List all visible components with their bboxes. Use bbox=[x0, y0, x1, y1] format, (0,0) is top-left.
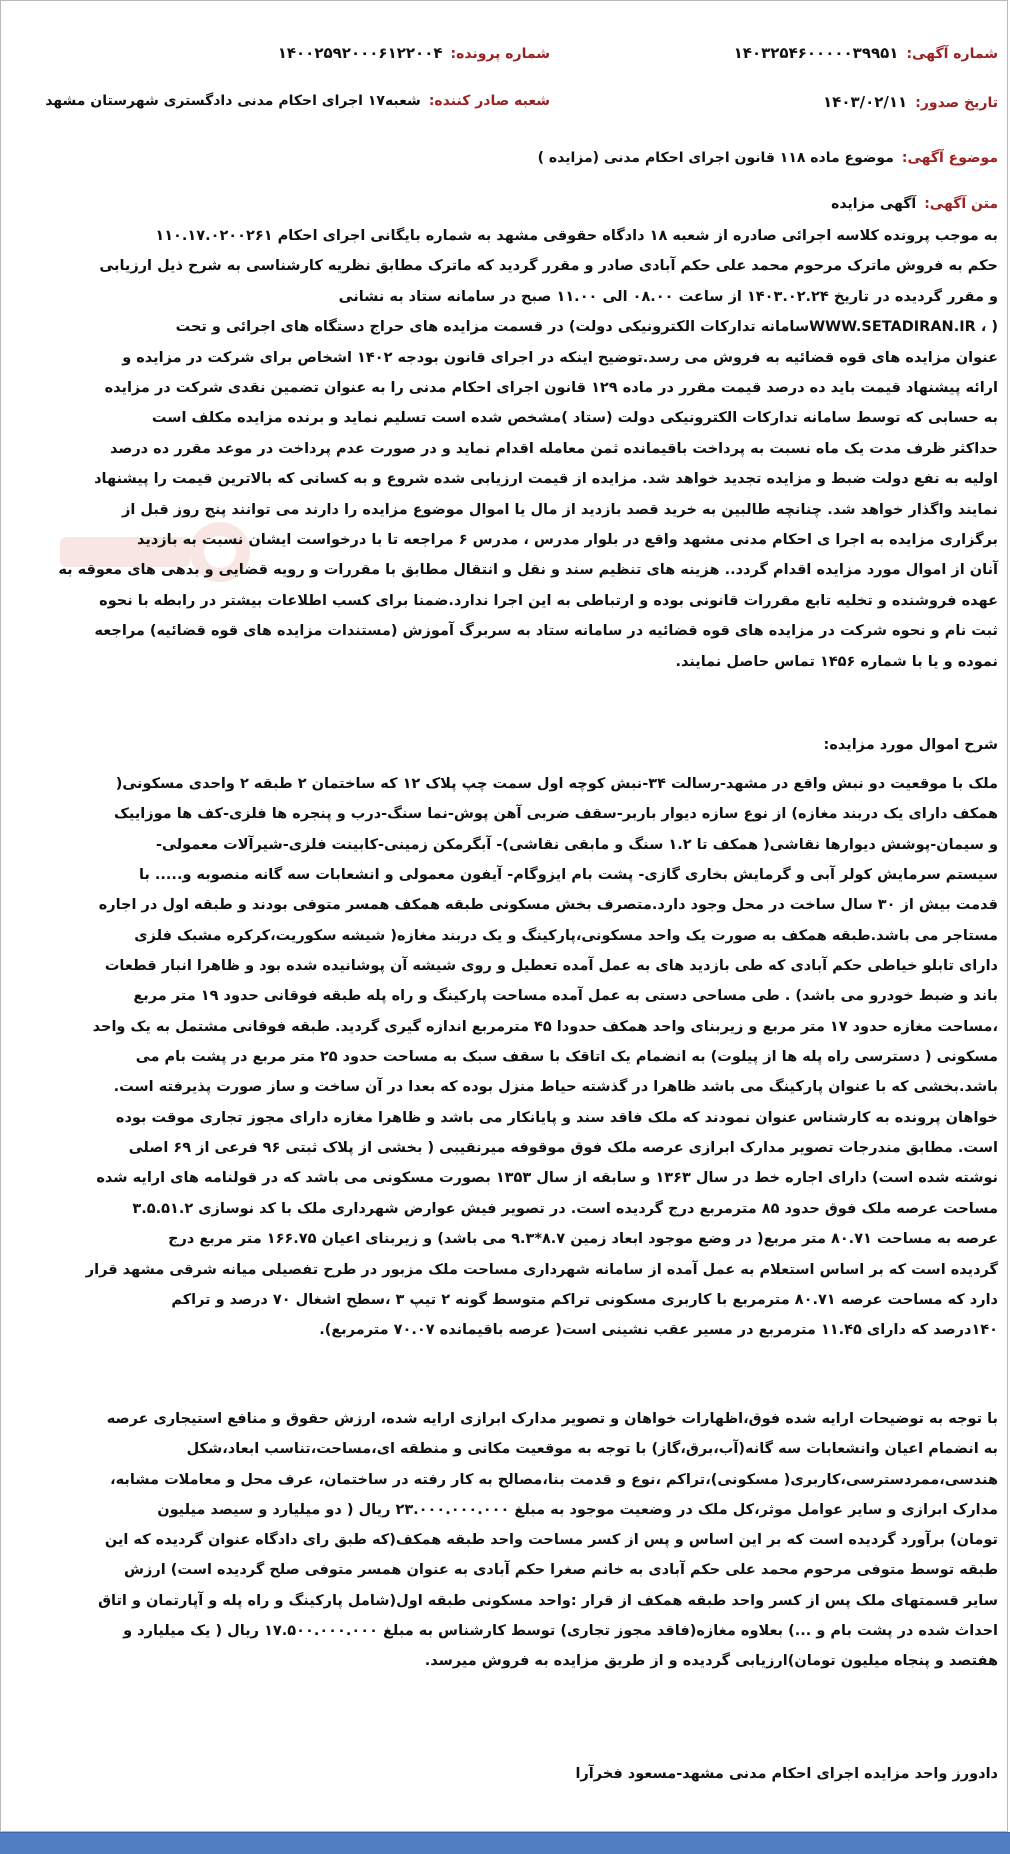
issuer-row bbox=[45, 93, 550, 109]
file-number-label: شماره پرونده: bbox=[450, 46, 550, 62]
assets-heading: شرح اموال مورد مزایده: bbox=[823, 737, 998, 753]
signature-line: دادورز واحد مزایده اجرای احکام مدنی مشهد-مسعود فخرآرا bbox=[575, 1766, 998, 1782]
ad-number: ۱۴۰۳۲۵۴۶۰۰۰۰۰۳۹۹۵۱ bbox=[733, 44, 899, 62]
assets-paragraph: ملک با موقعیت دو نبش واقع در مشهد-رسالت ۳۴-نبش کوچه اول سمت چپ پلاک ۱۲ که ساختمان ۲ طبقه ۲ واحدی مسکونی( همکف دارای یک دربند مغازه) از نوع سازه دیوار باربر-سقف ضربی آهن پوش-نما سنگ-درب و پنجره ها فلزی-کف ها موزاییک و سیمان-پوشش دیوارها نقاشی( همکف تا ۱.۲ سنگ و مابقی نقاشی)- آبگرمکن زمینی-کابینت فلزی-شیرآلات معمولی- سیستم سرمایش کولر آبی و گرمایش بخاری گازی- پشت بام ایزوگام- آیفون معمولی و انشعابات سه گانه منصوبه و..... با قدمت بیش از ۳۰ سال ساخت در محل وجود دارد.متصرف بخش مسکونی طبقه همکف همسر متوفی بودند و طبقه اول در اجاره مستاجر می باشد.طبقه همکف به صورت یک واحد مسکونی،پارکینگ و یک دربند مغازه( شیشه سکوریت،کرکره مشبک فلزی دارای تابلو خیاطی حکم آبادی که طی بازدید های به عمل آمده تعطیل و روی شیشه آن پوشانیده شده بود و ظاهرا انبار قطعات باند و ضبط خودرو می باشد) . طی مساحی دستی به عمل آمده مساحت پارکینگ و راه پله طبقه فوقانی حدود ۱۹ متر مربع ،مساحت مغازه حدود ۱۷ متر مربع و زیربنای واحد همکف حدودا ۴۵ مترمربع اندازه گیری گردید. طبقه فوقانی مشتمل به یک واحد مسکونی ( دسترسی راه پله ها از پیلوت) به انضمام یک اتاقک با سقف سبک به مساحت حدود ۲۵ متر مربع در پشت بام می باشد.بخشی که با عنوان پارکینگ می باشد ظاهرا در گذشته حیاط منزل بوده که بعدا در آن ساخت و ساز صورت پذیرفته است. خواهان پرونده به کارشناس عنوان نمودند که ملک فاقد سند و پایانکار می باشد و ظاهرا مغازه دارای مجوز تجاری موقت بوده است. مطابق مندرجات تصویر مدارک ابرازی عرصه ملک فوق موقوفه میرنقیبی ( بخشی از پلاک ثبتی ۹۶ فرعی از ۶۹ اصلی نوشته شده است) دارای اجاره خط در سال ۱۳۶۳ و سابقه از سال ۱۳۵۳ بصورت مسکونی می باشد که در قولنامه های ارایه شده مساحت عرصه ملک فوق حدود ۸۵ مترمربع درج گردیده است. در تصویر فیش عوارض شهرداری ملک با کد نوسازی ۳.۵.۵۱.۲ عرصه به مساحت ۸۰.۷۱ متر مربع( در وضع موجود ابعاد زمین ۸.۷*۹.۳ می باشد) و زیربنای اعیان ۱۶۶.۷۵ متر مربع درج گردیده است که بر اساس استعلام به عمل آمده از سامانه شهرداری مساحت ملک مزبور در طرح تفصیلی میانه شرقی مشهد قرار دارد که مساحت عرصه ۸۰.۷۱ مترمربع با کاربری مسکونی تراکم متوسط گونه ۲ تیپ ۳ ،سطح اشغال ۷۰ درصد و تراکم ۱۴۰درصد که دارای ۱۱.۴۵ مترمربع در مسیر عقب نشینی است( عرصه باقیمانده ۷۰.۰۷ مترمربع). bbox=[85, 776, 998, 1339]
subject: موضوع ماده ۱۱۸ قانون اجرای احکام مدنی (مزایده ) bbox=[537, 150, 894, 166]
intro-paragraph: به موجب پرونده کلاسه اجرائی صادره از شعبه ۱۸ دادگاه حقوقی مشهد به شماره بایگانی اجرای احکام ۱۱۰.۱۷.۰۲۰۰۲۶۱ حکم به فروش ماترک مرحوم محمد علی حکم آبادی صادر و مقرر گردید که ماترک مطابق نظریه کارشناسی به شرح ذیل ارزیابی و مقرر گردیده در تاریخ ۱۴۰۳.۰۲.۲۴ از ساعت ۰۸.۰۰ الی ۱۱.۰۰ صبح در سامانه ستاد به نشانی ( ، WWW.SETADIRAN.IRسامانه تدارکات الکترونیکی دولت) در قسمت مزایده های حراج دستگاه های اجرائی و تحت عنوان مزایده های قوه قضائیه به فروش می رسد.توضیح اینکه در اجرای قانون بودجه ۱۴۰۲ اشخاص برای شرکت در مزایده و ارائه پیشنهاد قیمت باید ده درصد قیمت مقرر در ماده ۱۲۹ قانون اجرای احکام مدنی را به عنوان تضمین نقدی شرکت در مزایده به حسابی که توسط سامانه تدارکات الکترونیکی دولت (ستاد )مشخص شده است تسلیم نماید و برنده مزایده مکلف است حداکثر ظرف مدت یک ماه نسبت به پرداخت باقیمانده ثمن معامله اقدام نماید و در صورت عدم پرداخت در موعد مقرر ده درصد اولیه به نفع دولت ضبط و مزایده تجدید خواهد شد. مزایده از قیمت ارزیابی شده شروع و به کسانی که بالاترین قیمت را پیشنهاد نمایند واگذار خواهد شد. چنانچه طالبین به خرید قصد بازدید از مال یا اموال موضوع مزایده را دارند می توانند پنج روز قبل از برگزاری مزایده به اجرا ی احکام مدنی مشهد واقع در بلوار مدرس ، مدرس ۶ مراجعه تا با درخواست ایشان نسبت به بازدید آنان از اموال مورد مزایده اقدام گردد.. هزینه های تنظیم سند و نقل و انتقال مطابق با مقررات و رویه قضایی و بدهی های معوقه به عهده فروشنده و تخلیه تابع مقررات قانونی بوده و ارتباطی به این اجرا ندارد.ضمنا برای کسب اطلاعات بیشتر در رابطه با نحوه ثبت نام و نحوه شرکت در مزایده های قوه قضائیه در سامانه ستاد به سربرگ آموزش (مستندات مزایده های قوه قضائیه) مراجعه نموده و یا با شماره ۱۴۵۶ تماس حاصل نمایند. bbox=[58, 228, 998, 670]
subject-label: موضوع آگهی: bbox=[901, 150, 998, 166]
file-number: ۱۴۰۰۲۵۹۲۰۰۰۶۱۲۲۰۰۴ bbox=[277, 44, 443, 62]
issue-date-label: تاریخ صدور: bbox=[915, 95, 998, 111]
file-number-row bbox=[278, 44, 550, 62]
body-title: آگهی مزایده bbox=[831, 196, 917, 212]
ad-number-label: شماره آگهی: bbox=[906, 46, 998, 62]
issuer-label: شعبه صادر کننده: bbox=[428, 93, 550, 109]
ad-number-row bbox=[734, 44, 998, 62]
subject-row bbox=[538, 150, 998, 166]
issue-date: ۱۴۰۳/۰۲/۱۱ bbox=[823, 93, 908, 111]
bottom-bar bbox=[0, 1832, 1010, 1854]
issuer: شعبه۱۷ اجرای احکام مدنی دادگستری شهرستان مشهد bbox=[45, 93, 421, 109]
body-label: متن آگهی: bbox=[924, 196, 998, 212]
body-label-row bbox=[831, 196, 998, 212]
valuation-paragraph: با توجه به توضیحات ارایه شده فوق،اظهارات خواهان و تصویر مدارک ابرازی ارایه شده، ارزش حقوق و منافع استیجاری عرصه به انضمام اعیان وانشعابات سه گانه(آب،برق،گاز) با توجه به موقعیت مکانی و منطقه ای،مساحت،تناسب ابعاد،شکل هندسی،ممردسترسی،کاربری( مسکونی)،تراکم ،نوع و قدمت بنا،مصالح به کار رفته در ساختمان، عرف محل و معاملات مشابه، مدارک ابرازی و سایر عوامل موثر،کل ملک در وضعیت موجود به مبلغ ۲۳.۰۰۰.۰۰۰.۰۰۰ ریال ( دو میلیارد و سیصد میلیون تومان) برآورد گردیده است که بر این اساس و پس از کسر مساحت واحد طبقه همکف(که طبق رای دادگاه عنوان گردیده که این طبقه توسط متوفی مرحوم محمد علی حکم آبادی به خانم صغرا حکم آبادی به عنوان همسر متوفی صلح گردیده است) ارزش سایر قسمتهای ملک پس از کسر واحد طبقه همکف از قرار :واحد مسکونی طبقه اول(شامل پارکینگ و راه پله و آپارتمان و اتاق احداث شده در پشت بام و ...) بعلاوه مغازه(فاقد مجوز تجاری) توسط کارشناس به مبلغ ۱۷.۵۰۰.۰۰۰.۰۰۰ ریال ( یک میلیارد و هفتصد و پنجاه میلیون تومان)ارزیابی گردیده و از طریق مزایده به فروش میرسد. bbox=[98, 1411, 998, 1670]
issue-date-row bbox=[823, 93, 998, 111]
